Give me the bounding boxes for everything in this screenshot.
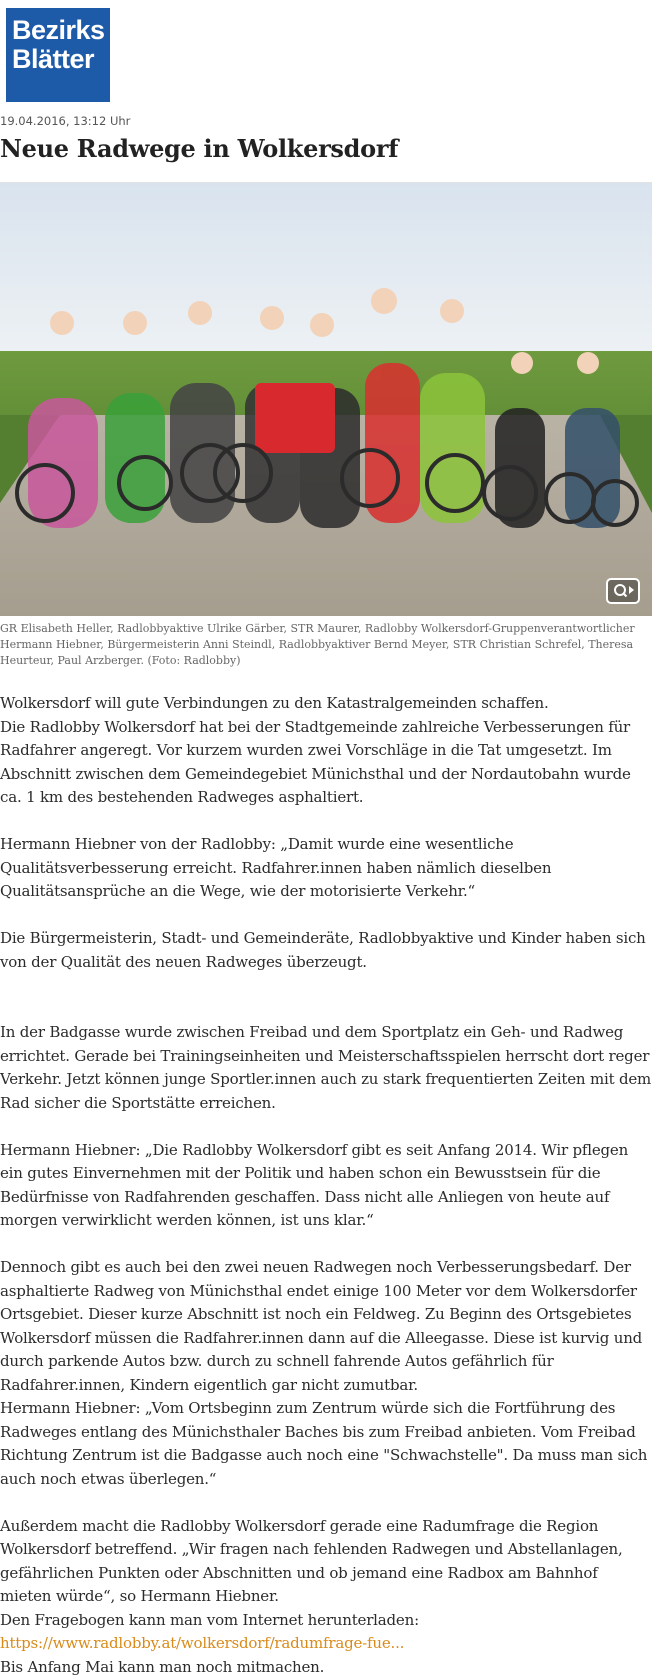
paragraph: Hermann Hiebner: „Vom Ortsbeginn zum Zentrum würde sich die Fortführung des Radweges entlang des Münichsthaler Baches bis zum Freibad anbieten. Vom Freibad Richtung Zentrum ist die Badgasse auch noch eine "Schwachstelle". Da muss man sich auch noch etwas überlegen.“ (0, 1397, 652, 1491)
magnifier-play-icon (608, 580, 638, 602)
article-body (0, 692, 652, 1679)
paragraph: Den Fragebogen kann man vom Internet herunterladen: (0, 1609, 652, 1633)
photo-illustration (0, 183, 652, 616)
questionnaire-link[interactable]: https://www.radlobby.at/wolkersdorf/radumfrage-fue... (0, 1634, 404, 1652)
bezirksblaetter-logo[interactable] (6, 8, 110, 102)
publish-date: 19.04.2016, 13:12 Uhr (0, 114, 130, 128)
paragraph: Die Bürgermeisterin, Stadt- und Gemeinderäte, Radlobbyaktive und Kinder haben sich von der Qualität des neuen Radweges überzeugt. (0, 927, 652, 974)
paragraph: Hermann Hiebner von der Radlobby: „Damit wurde eine wesentliche Qualitätsverbesserung erreicht. Radfahrer.innen haben nämlich dieselben Qualitätsansprüche an die Wege, wie der motorisierte Verkehr.“ (0, 833, 652, 904)
paragraph: Außerdem macht die Radlobby Wolkersdorf gerade eine Radumfrage die Region Wolkersdorf betreffend. „Wir fragen nach fehlenden Radwegen und Abstellanlagen, gefährlichen Punkten oder Abschnitten und ob jemand eine Radbox am Bahnhof mieten würde“, so Hermann Hiebner. (0, 1515, 652, 1609)
article-title: Neue Radwege in Wolkersdorf (0, 134, 398, 163)
paragraph: Wolkersdorf will gute Verbindungen zu den Katastralgemeinden schaffen. (0, 692, 652, 716)
photo-caption: GR Elisabeth Heller, Radlobbyaktive Ulrike Gärber, STR Maurer, Radlobby Wolkersdorf-Gruppenverantwortlicher Hermann Hiebner, Bürgermeisterin Anni Steindl, Radlobbyaktiver Bernd Meyer, STR Christian Schrefel, Theresa Heurteur, Paul Arzberger. (Foto: Radlobby) (0, 621, 648, 669)
logo-line-2: Blätter (12, 45, 110, 74)
logo-line-1: Bezirks (12, 16, 110, 45)
paragraph: Die Radlobby Wolkersdorf hat bei der Stadtgemeinde zahlreiche Verbesserungen für Radfahrer angeregt. Vor kurzem wurden zwei Vorschläge in die Tat umgesetzt. Im Abschnitt zwischen dem Gemeindegebiet Münichsthal und der Nordautobahn wurde ca. 1 km des bestehenden Radweges asphaltiert. (0, 716, 652, 810)
paragraph: In der Badgasse wurde zwischen Freibad und dem Sportplatz ein Geh- und Radweg errichtet. Gerade bei Trainingseinheiten und Meisterschaftsspielen herrscht dort reger Verkehr. Jetzt können junge Sportler.innen auch zu stark frequentierten Zeiten mit dem Rad sicher die Sportstätte erreichen. (0, 1021, 652, 1115)
article-photo[interactable] (0, 182, 652, 616)
paragraph: Bis Anfang Mai kann man noch mitmachen. (0, 1656, 652, 1679)
paragraph: Hermann Hiebner: „Die Radlobby Wolkersdorf gibt es seit Anfang 2014. Wir pflegen ein gutes Einvernehmen mit der Politik und haben schon ein Bewusstsein für die Bedürfnisse von Radfahrenden geschaffen. Dass nicht alle Anliegen von heute auf morgen verwirklicht werden können, ist uns klar.“ (0, 1139, 652, 1233)
paragraph: Dennoch gibt es auch bei den zwei neuen Radwegen noch Verbesserungsbedarf. Der asphaltierte Radweg von Münichsthal endet einige 100 Meter vor dem Wolkersdorfer Ortsgebiet. Dieser kurze Abschnitt ist noch ein Feldweg. Zu Beginn des Ortsgebietes Wolkersdorf müssen die Radfahrer.innen dann auf die Alleegasse. Diese ist kurvig und durch parkende Autos bzw. durch zu schnell fahrende Autos gefährlich für Radfahrer.innen, Kindern eigentlich gar nicht zumutbar. (0, 1256, 652, 1397)
zoom-gallery-icon[interactable] (606, 578, 640, 604)
